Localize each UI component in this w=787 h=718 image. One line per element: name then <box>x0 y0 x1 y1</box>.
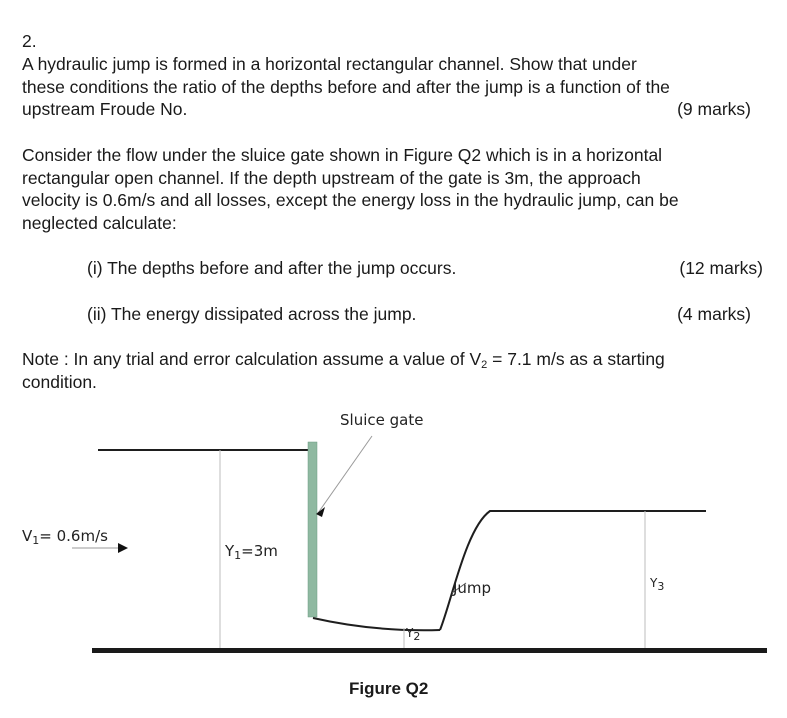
question-number: 2. <box>22 31 37 51</box>
upstream-depth-label <box>225 542 278 560</box>
y2-subscript: 2 <box>413 630 421 643</box>
item-i-text: (i) The depths before and after the jump occurs. <box>87 258 457 278</box>
part-b-line-2: rectangular open channel. If the depth upstream of the gate is 3m, the approach <box>22 168 641 188</box>
sluice-gate-pointer <box>318 436 372 513</box>
part-b-line-1: Consider the flow under the sluice gate shown in Figure Q2 which is in a horizontal <box>22 145 663 165</box>
item-i-marks: (12 marks) <box>679 258 763 278</box>
y1-value: =3m <box>241 542 278 560</box>
note-subscript: 2 <box>481 359 488 371</box>
part-a-line-3: upstream Froude No. <box>22 99 188 119</box>
approach-velocity-label <box>22 527 108 545</box>
sluice-gate-pointer-arrowhead <box>316 507 325 517</box>
sluice-gate-label: Sluice gate <box>340 411 424 429</box>
vena-contracta-surface <box>313 618 440 630</box>
v1-symbol: V <box>22 527 33 545</box>
hydraulic-jump-surface <box>440 511 706 630</box>
y2-symbol: Y <box>406 626 414 640</box>
figure-caption: Figure Q2 <box>349 679 429 698</box>
y3-symbol: Y <box>650 576 658 590</box>
sluice-gate <box>308 442 317 617</box>
part-b-line-4: neglected calculate: <box>22 213 177 233</box>
note-line-2: condition. <box>22 372 97 392</box>
v1-value: = 0.6m/s <box>39 527 108 545</box>
note-suffix: = 7.1 m/s as a starting <box>487 349 665 369</box>
part-b-line-3: velocity is 0.6m/s and all losses, except the energy loss in the hydraulic jump, can be <box>22 190 679 210</box>
y3-label <box>650 576 665 593</box>
note-prefix: Note : In any trial and error calculation assume a value of V <box>22 349 482 369</box>
item-ii-marks: (4 marks) <box>677 304 751 324</box>
part-a-marks: (9 marks) <box>677 99 751 119</box>
item-ii-text: (ii) The energy dissipated across the jump. <box>87 304 417 324</box>
y1-symbol: Y <box>225 542 235 560</box>
jump-label: Jump <box>453 579 492 597</box>
velocity-arrow-head <box>118 543 128 553</box>
v1-subscript: 1 <box>32 534 40 547</box>
y2-label <box>406 626 421 643</box>
channel-bed <box>92 648 767 653</box>
part-a-line-2: these conditions the ratio of the depths before and after the jump is a function of the <box>22 77 670 97</box>
y1-subscript: 1 <box>234 549 242 562</box>
y3-subscript: 3 <box>657 580 665 593</box>
part-a-line-1: A hydraulic jump is formed in a horizontal rectangular channel. Show that under <box>22 54 637 74</box>
